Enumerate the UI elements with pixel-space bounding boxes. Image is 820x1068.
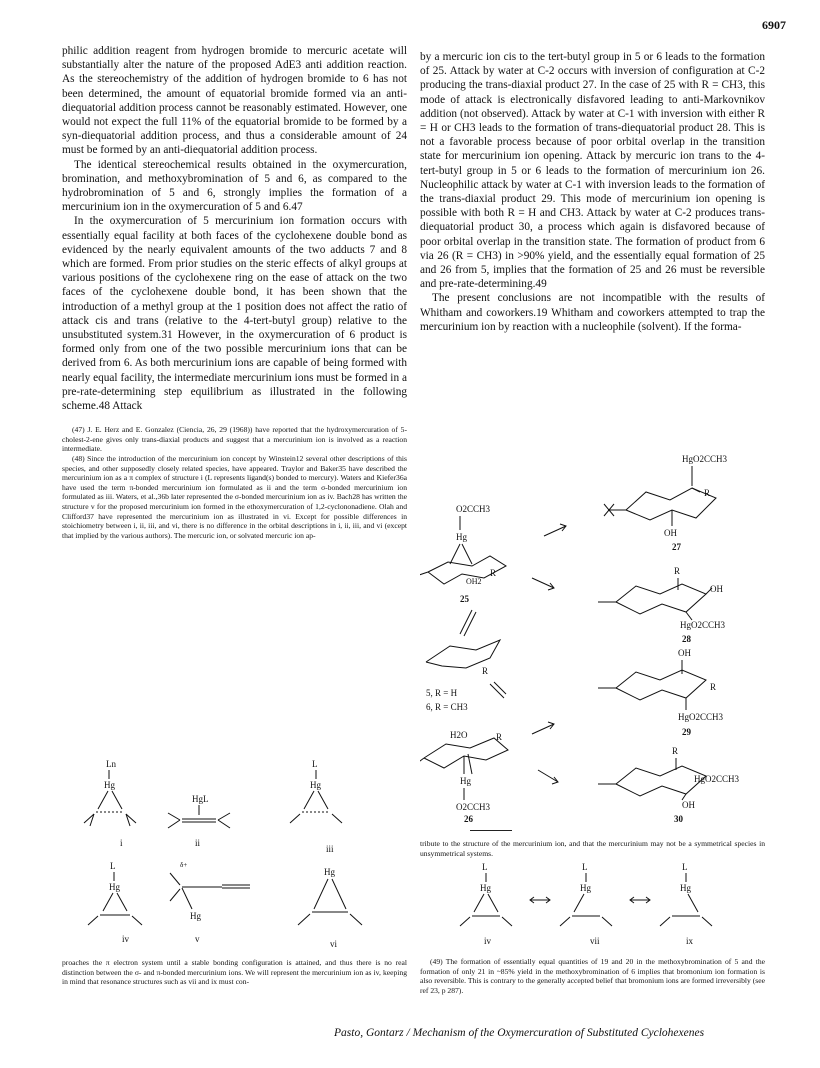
struct-atom: Hg xyxy=(680,883,691,893)
atom-label: OH xyxy=(710,584,723,594)
atom-label: OH2 xyxy=(466,577,482,586)
atom-label: R xyxy=(672,746,679,756)
atom-label: HgO2CCH3 xyxy=(682,454,728,464)
atom-label: HgO2CCH3 xyxy=(694,774,740,784)
compound-27: 27 xyxy=(672,542,681,552)
struct-atom: Hg xyxy=(104,780,115,790)
struct-atom: δ+ xyxy=(180,861,188,869)
atom-label: R xyxy=(490,568,497,578)
struct-atom: L xyxy=(312,759,318,769)
compound-5: 5, R = H xyxy=(426,688,458,698)
footnote: (49) The formation of essentially equal quantities of 19 and 20 in the methoxybromination of 5 and the formation of only 21 in ~85% yield in the methoxybromination of 6 implies that bromonium ion formation is also reversible. This is contrary to the generally accepted belief that bromonium ions are formed irreversibly (see ref 23, p 287). xyxy=(420,957,765,995)
compound-29: 29 xyxy=(682,727,691,737)
struct-atom: L xyxy=(582,862,588,872)
compound-25: 25 xyxy=(460,594,469,604)
struct-atom: Hg xyxy=(109,882,120,892)
footnote-continuation: proaches the π electron system until a stable bonding configuration is attained, and thus there is no real distinction between the σ- and π-bonded mercurinium ions. We will represent the mercurinium ion as iv, keeping in mind that resonance structures such as vii and ix must con- xyxy=(62,958,407,987)
atom-label: O2CCH3 xyxy=(456,802,491,812)
body-paragraph: The present conclusions are not incompatible with the results of Whitham and coworkers.19 Whitham and coworkers attempted to trap the mercurinium ion by reaction with a nucleophile (solvent). If the forma- xyxy=(420,292,765,333)
struct-atom: L xyxy=(110,861,116,871)
right-column xyxy=(420,50,765,334)
atom-label: Hg xyxy=(460,776,471,786)
struct-atom: Hg xyxy=(480,883,491,893)
compound-6: 6, R = CH3 xyxy=(426,702,468,712)
structure-label-v: v xyxy=(195,934,200,944)
footnote-rule xyxy=(470,830,512,831)
atom-label: R xyxy=(482,666,489,676)
footnote-continuation: tribute to the structure of the mercurinium ion, and that the mercurinium may not be a symmetrical species in unsymmetrical systems. xyxy=(420,839,765,858)
struct-atom: Hg xyxy=(580,883,591,893)
atom-label: R xyxy=(674,566,681,576)
structure-label-iv: iv xyxy=(122,934,130,944)
structure-label-ii: ii xyxy=(195,838,201,848)
compound-28: 28 xyxy=(682,634,691,644)
compound-26: 26 xyxy=(464,814,473,822)
running-footer: Pasto, Gontarz / Mechanism of the Oxymercuration of Substituted Cyclohexenes xyxy=(334,1027,705,1039)
structure-label-i: i xyxy=(120,838,123,848)
atom-label: HgO2CCH3 xyxy=(678,712,724,722)
body-paragraph: by a mercuric ion cis to the tert-butyl group in 5 or 6 leads to the formation of 25. Attack by water at C-2 occurs with inversion of configuration at C-2 producing the trans-diaxial product 27. In the case of 25 with R = CH3, this mode of attack is electronically disfavored leading to anti-Markovnikov addition (not observed). Attack by water at C-1 with inversion with either R = H or CH3 leads to the formation of trans-diequatorial product 28. This is not a favorable process because of poor orbital overlap in the transition state for mercurinium ion opening. Attack by mercuric ion trans to the 4-tert-butyl group in 5 or 6 leads to the formation of mercurinium ion 26. Nucleophilic attack by water at C-1 with inversion leads to the formation of the trans-diaxial product 29. This mode of mercurinium ion opening is possible with both R = H and CH3. Attack by water at C-2 produces trans-diequatorial product 30, a process which again is disfavored because of poor orbital overlap in the transition state. The formation of product from 6 via 26 (R = CH3) in >90% yield, and the essentially equal formation of 25 and 26 from 5, implies that the formation of 25 and 26 must be reversible and pre-rate-determining.49 xyxy=(420,51,765,291)
atom-label: O2CCH3 xyxy=(456,504,491,514)
left-column xyxy=(62,44,407,540)
struct-atom: Hg xyxy=(324,867,335,877)
structure-label-vi: vi xyxy=(330,939,338,949)
atom-label: R xyxy=(496,732,503,742)
oxymercuration-scheme xyxy=(420,452,780,822)
struct-atom: Hg xyxy=(190,911,201,921)
atom-label: OH xyxy=(678,648,691,658)
atom-label: OH xyxy=(682,800,695,810)
structure-label-iv: iv xyxy=(484,936,492,946)
atom-label: Hg xyxy=(456,532,467,542)
struct-atom: HgL xyxy=(192,794,209,804)
struct-atom: Hg xyxy=(310,780,321,790)
mercurinium-structures-figure xyxy=(62,757,407,952)
structure-label-ix: ix xyxy=(686,936,694,946)
compound-30: 30 xyxy=(674,814,683,822)
atom-label: R xyxy=(710,682,717,692)
structure-label-vii: vii xyxy=(590,936,600,946)
footnote: (47) J. E. Herz and E. Gonzalez (Ciencia, 26, 29 (1968)) have reported that the hydroxymercuration of 5-cholest-2-ene gives only trans-diaxial products and suggest that a mercurinium ion is involved as a reaction intermediate. xyxy=(62,425,407,454)
struct-atom: Ln xyxy=(106,759,116,769)
page-number: 6907 xyxy=(762,18,786,32)
structure-label-iii: iii xyxy=(326,844,334,854)
resonance-structures-figure xyxy=(440,860,770,955)
atom-label: OH xyxy=(664,528,677,538)
struct-atom: L xyxy=(682,862,688,872)
struct-atom: L xyxy=(482,862,488,872)
body-paragraph: philic addition reagent from hydrogen bromide to mercuric acetate will substantially alter the nature of the proposed AdE3 anti addition reaction. As the stereochemistry of the addition of hydrogen bromide to 6 has not been determined, the amount of equatorial bromide formed via an anti-diequatorial addition process cannot be reasonably estimated. However, one would not expect the full 11% of the equatorial bromide to be formed by a syn-diequatorial addition process, and thus a considerable amount of 24 must be formed by an anti-diequatorial addition process. xyxy=(62,45,407,157)
atom-label: H2O xyxy=(450,730,468,740)
footnote: (48) Since the introduction of the mercurinium ion concept by Winstein12 several other descriptions of this species, and other supposedly closely related species, have appeared. Traylor and Baker35 have described the mercurinium ion as a π complex of structure i (L represents ligand(s) bonded to mercury). Waters and Kiefer36a have used the term π-bonded mercurinium ion formulated as ii and the term σ-bonded mercurinium ion formulated as iii. Waters, et al.,36b later represented the σ-bonded mercurinium ion as iv. Bach28 has written the structure v for the proposed mercurinium ion formed in the ethoxymercuration of 1,2-cyclononadiene. Olah and Clifford37 have represented the mercurinium ion as illustrated in vi. Except for possible differences in stoichiometry between i, ii, iii, and vi, there is no difference in the orbital descriptions in i, ii, iii, and vi (except that implied by the various authors). The mercuric ion, or solvated mercuric ion ap- xyxy=(62,454,407,540)
body-paragraph: The identical stereochemical results obtained in the oxymercuration, bromination, and methoxybromination of 5 and 6, as compared to the hydrobromination of 5 and 6, strongly implies the formation of a mercurinium ion in the oxymercuration of 5 and 6.47 xyxy=(62,158,407,214)
atom-label: R xyxy=(704,488,711,498)
body-paragraph: In the oxymercuration of 5 mercurinium ion formation occurs with essentially equal facility at both faces of the cyclohexene double bond as evidenced by the nearly equivalent amounts of the two adducts 7 and 8 which are formed. From prior studies on the steric effects of alkyl groups at various positions of the cyclohexene ring on the ease of attack on the two faces of the cyclohexene double bond, it has been shown that the introduction of a methyl group at the 1 position does not affect the ratio of attack cis and trans (relative to the 4-tert-butyl group) relative to the unsubstituted system.31 However, in the oxymercuration of 6 product is formed only from one of the two possible mercurinium ions that can be derived from 6. As both mercurinium ions are capable of being formed with nearly equal facility, the intermediate mercurinium ions must be formed in a pre-rate-determining step equilibrium as illustrated in the following scheme.48 Attack xyxy=(62,215,407,413)
atom-label: HgO2CCH3 xyxy=(680,620,726,630)
